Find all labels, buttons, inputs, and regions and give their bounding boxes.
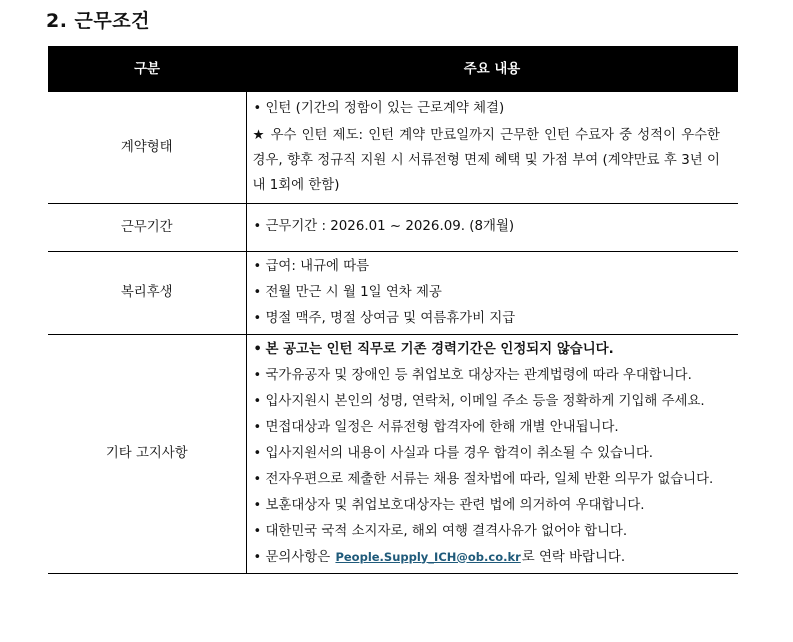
bullet-icon: • xyxy=(253,549,262,565)
item-text: 명절 맥주, 명절 상여금 및 여름휴가비 지급 xyxy=(265,310,516,326)
bullet-icon: • xyxy=(253,284,262,300)
item-text: 보훈대상자 및 취업보호대상자는 관련 법에 의거하여 우대합니다. xyxy=(265,497,645,513)
bullet-icon: • xyxy=(253,219,262,234)
bullet-icon: • xyxy=(253,497,262,513)
contact-prefix: 문의사항은 xyxy=(265,549,331,565)
item-list xyxy=(253,254,721,331)
category-cell: 계약형태 xyxy=(48,92,246,203)
list-item xyxy=(253,545,721,570)
content-cell xyxy=(246,92,738,203)
bullet-icon: • xyxy=(253,258,262,274)
table-row xyxy=(48,334,738,573)
bullet-icon: • xyxy=(253,523,262,539)
bullet-icon: • xyxy=(253,445,262,461)
contact-suffix: 로 연락 바랍니다. xyxy=(521,549,626,565)
bullet-icon: • xyxy=(253,471,262,487)
item-text: 전자우편으로 제출한 서류는 채용 절차법에 따라, 일체 반환 의무가 없습니다. xyxy=(265,471,714,487)
item-list xyxy=(253,96,721,121)
item-text: 급여: 내규에 따름 xyxy=(265,258,370,274)
content-cell xyxy=(246,203,738,251)
category-cell: 근무기간 xyxy=(48,203,246,251)
list-item xyxy=(253,306,721,331)
item-list xyxy=(253,337,721,570)
list-item xyxy=(253,254,721,279)
header-content: 주요 내용 xyxy=(246,46,738,92)
bullet-icon: • xyxy=(253,419,262,435)
list-item xyxy=(253,389,721,414)
category-cell: 기타 고지사항 xyxy=(48,334,246,573)
item-text: 입사지원시 본인의 성명, 연락처, 이메일 주소 등을 정확하게 기입해 주세요. xyxy=(265,393,705,409)
list-item xyxy=(253,467,721,492)
bullet-icon: • xyxy=(253,393,262,409)
item-text: 면접대상과 일정은 서류전형 합격자에 한해 개별 안내됩니다. xyxy=(265,419,619,435)
table-row xyxy=(48,92,738,203)
bullet-icon: • xyxy=(253,101,262,117)
section-title: 2. 근무조건 xyxy=(46,10,150,32)
item-text: 근무기간 : 2026.01 ~ 2026.09. (8개월) xyxy=(265,219,515,234)
list-item xyxy=(253,96,721,121)
bullet-icon: • xyxy=(253,367,262,383)
contact-email-link[interactable]: People.Supply_ICH@ob.co.kr xyxy=(335,549,521,564)
table-row xyxy=(48,251,738,334)
bullet-icon: • xyxy=(253,341,262,357)
list-item xyxy=(253,337,721,362)
list-item xyxy=(253,415,721,440)
item-text: 대한민국 국적 소지자로, 해외 여행 결격사유가 없어야 합니다. xyxy=(265,523,628,539)
item-text: 인턴 (기간의 정함이 있는 근로계약 체결) xyxy=(265,101,505,117)
category-cell: 복리후생 xyxy=(48,251,246,334)
bullet-icon: • xyxy=(253,310,262,326)
table-header-row xyxy=(48,46,738,92)
item-list xyxy=(253,214,721,239)
list-item xyxy=(253,493,721,518)
list-item xyxy=(253,363,721,388)
work-conditions-table xyxy=(48,46,738,574)
item-text: 국가유공자 및 장애인 등 취업보호 대상자는 관계법령에 따라 우대합니다. xyxy=(265,367,692,383)
list-item xyxy=(253,519,721,544)
header-category: 구분 xyxy=(48,46,246,92)
table-row xyxy=(48,203,738,251)
list-item xyxy=(253,441,721,466)
item-text: 전월 만근 시 월 1일 연차 제공 xyxy=(265,284,442,300)
item-text: 본 공고는 인턴 직무로 기존 경력기간은 인정되지 않습니다. xyxy=(265,341,614,357)
item-text: 입사지원서의 내용이 사실과 다를 경우 합격이 취소될 수 있습니다. xyxy=(265,445,654,461)
content-cell xyxy=(246,334,738,573)
list-item xyxy=(253,280,721,305)
list-item xyxy=(253,214,721,239)
content-cell xyxy=(246,251,738,334)
excellent-intern-note: ★ 우수 인턴 제도: 인턴 계약 만료일까지 근무한 인턴 수료자 중 성적이 우수한 경우, 향후 정규직 지원 시 서류전형 면제 혜택 및 가점 부여 (계약만료 후 3년 이내 1회에 한함) xyxy=(252,128,720,194)
